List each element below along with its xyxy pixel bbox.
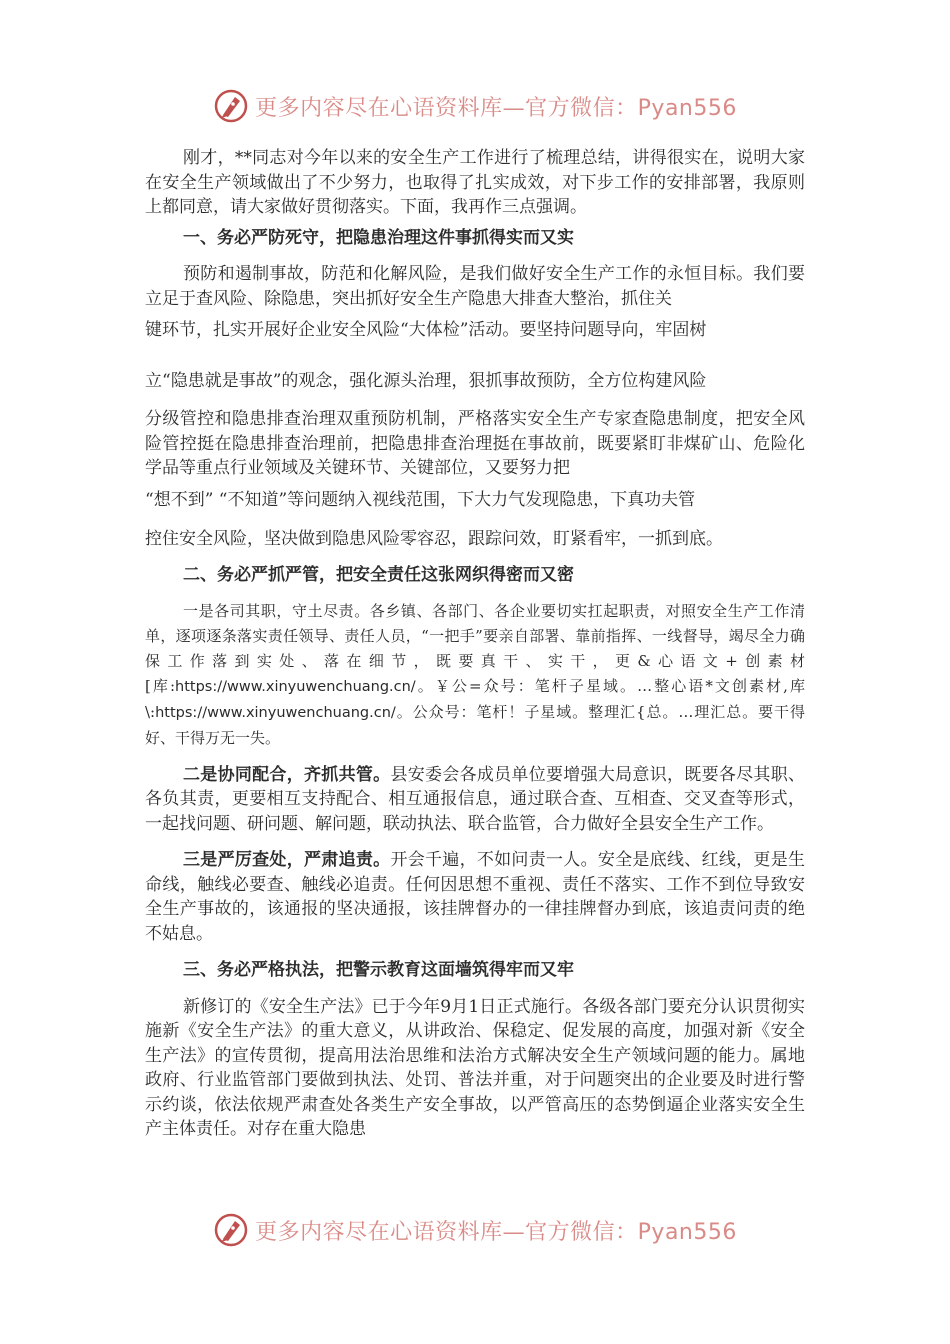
section-1-line-3: 立“隐患就是事故”的观念，强化源头治理，狠抓事故预防，全方位构建风险 [145,371,707,391]
section-1-heading: 一、务必严防死守，把隐患治理这件事抓得实而又实 [183,227,574,248]
section-1-line-4: 分级管控和隐患排查治理双重预防机制，严格落实安全生产专家查隐患制度，把安全风险管控挺在隐患排查治理前，把隐患排查治理挺在事故前，既要紧盯非煤矿山、危险化学品等重点行业领域及关键环节、关键部位，又要努力把 [145,409,805,478]
section-3-paragraph: 新修订的《安全生产法》已于今年9月1日正式施行。各级各部门要充分认识贯彻实施新《安全生产法》的重大意义，从讲政治、保稳定、促发展的高度，加强对新《安全生产法》的宣传贯彻，提高用法治思维和法治方式解决安全生产领域问题的能力。属地政府、行业监管部门要做到执法、处罚、普法并重，对于问题突出的企业要及时进行警示约谈，依法依规严肃查处各类生产安全事故，以严管高压的态势倒逼企业落实安全生产主体责任。对存在重大隐患 [145,996,805,1139]
banner-text: 更多内容尽在心语资料库—官方微信：Pyan556 [255,95,737,121]
section-1-line-2: 键环节，扎实开展好企业安全风险“大体检”活动。要坚持问题导向，牢固树 [145,320,707,340]
section-1-line-1: 预防和遏制事故，防范和化解风险，是我们做好安全生产工作的永恒目标。我们要立足于查风险、除隐患，突出抓好安全生产隐患大排查大整治，抓住关 [145,264,805,309]
section-2-paragraph-2: 二是协同配合，齐抓共管。县安委会各成员单位要增强大局意识，既要各尽其职、各负其责，更要相互支持配合、相互通报信息，通过联合查、互相查、交叉查等形式，一起找问题、研问题、解问题，联动执法、联合监管，合力做好全县安全生产工作。 [145,764,806,834]
section-3-heading: 三、务必严格执法，把警示教育这面墙筑得牢而又牢 [183,960,574,980]
section-2-paragraph-1: 一是各司其职，守土尽责。各乡镇、各部门、各企业要切实扛起职责，对照安全生产工作清单，逐项逐条落实责任领导、责任人员，“一把手”要亲自部署、靠前指挥、一线督导，竭尽全力确保工作落到实处、落在细节，既要真干、实干，更&心语文+创素材[库:https://www.xinyuwenchuang.cn/。￥公=众号：笔杆子星域。…整心语*文创素材,库\:https://www.xinyuwenchuang.cn/。公众号：笔杆！子星域。整理汇{总。…理汇总。要干得好、干得万无一失。 [145,601,805,747]
section-2-heading: 二、务必严抓严管，把安全责任这张网织得密而又密 [183,564,574,585]
document-body [145,146,805,1142]
banner-text: 更多内容尽在心语资料库—官方微信：Pyan556 [255,1219,737,1245]
footer-banner [0,1210,950,1250]
pen-nib-logo-icon [213,1212,249,1248]
intro-paragraph: 刚才，**同志对今年以来的安全生产工作进行了梳理总结，讲得很实在，说明大家在安全生产领域做出了不少努力，也取得了扎实成效，对下步工作的安排部署，我原则上都同意，请大家做好贯彻落实。下面，我再作三点强调。 [145,148,805,217]
link-url-2[interactable]: https://www.xinyuwenchuang.cn/ [155,704,396,721]
header-banner [0,86,950,126]
link-url-1[interactable]: https://www.xinyuwenchuang.cn/ [175,678,416,695]
section-2-paragraph-3: 三是严厉查处，严肃追责。开会千遍，不如问责一人。安全是底线、红线，更是生命线，触线必要查、触线必追责。任何因思想不重视、责任不落实、工作不到位导致安全生产事故的，该通报的坚决通报，该挂牌督办的一律挂牌督办到底，该追责问责的绝不姑息。 [145,850,806,944]
pen-nib-logo-icon [213,88,249,124]
section-1-line-5: “想不到” “不知道”等问题纳入视线范围，下大力气发现隐患，下真功夫管 [145,489,696,510]
section-1-line-6: 控住安全风险，坚决做到隐患风险零容忍，跟踪问效，盯紧看牢，一抓到底。 [145,528,723,549]
